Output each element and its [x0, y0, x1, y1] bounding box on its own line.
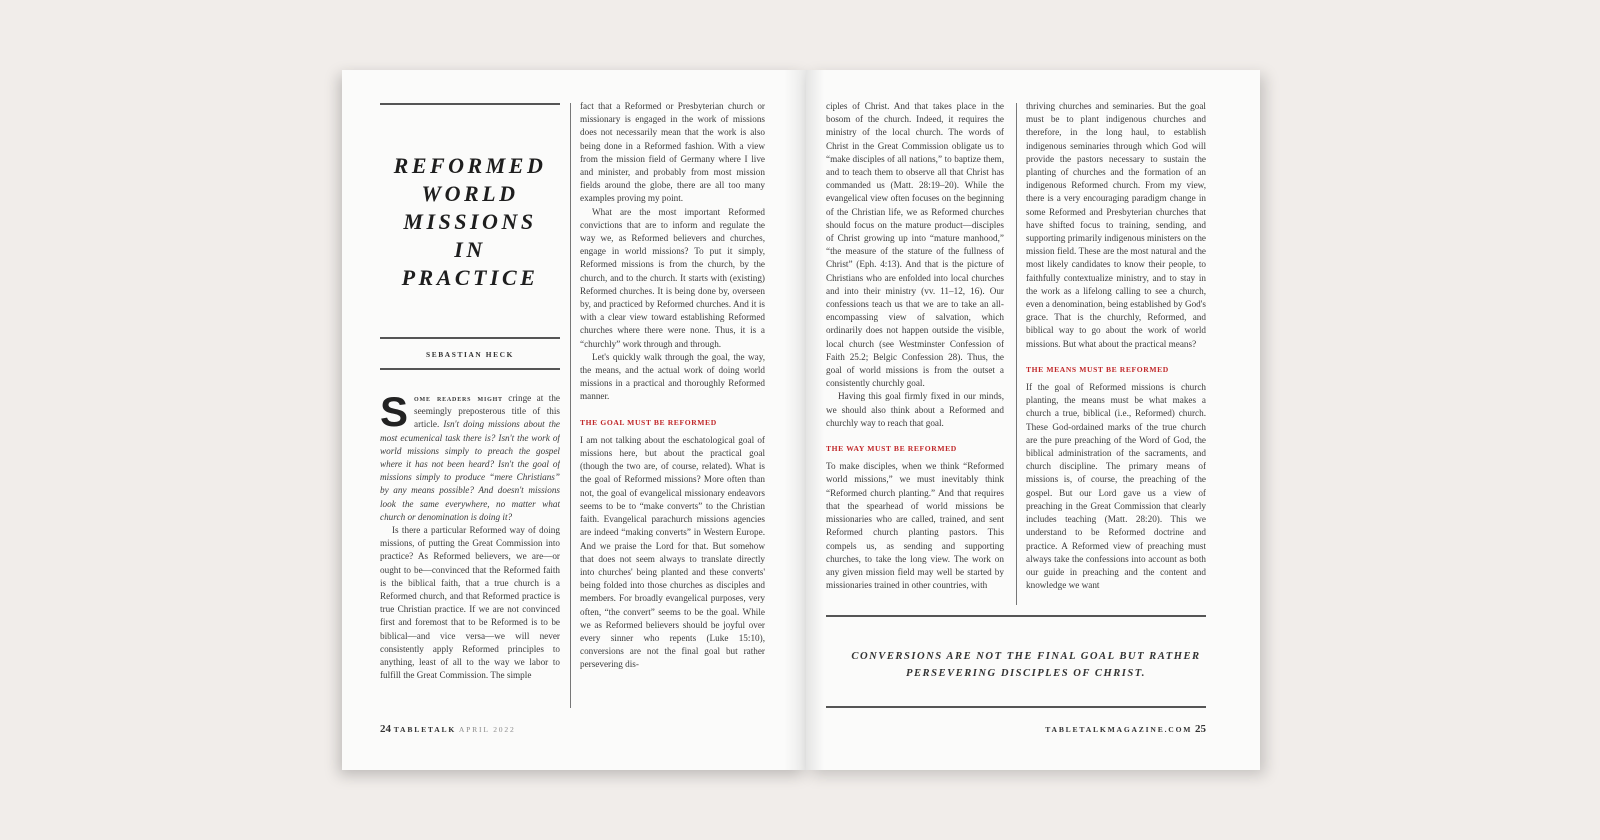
paragraph: To make disciples, when we think “Reformed world missions,” we must inevitably think “Reformed church planting.” And that requires that the spearhead of world missions be missionaries who are called, trained, and sent Reformed church planting pastors. This compels us, as sending and supporting churches, to take the long view. The work on any given mission field may well be started by missionaries trained in other countries, with: [826, 461, 1004, 591]
paragraph: Is there a particular Reformed way of doing missions, of putting the Great Commission into practice? As Reformed believers, we are—or ought to be—convinced that the Reformed faith is the biblical faith, that a true church is a Reformed church, and that Reformed practice is true Christian practice. If we are not convinced first and foremost that to be Reformed is to be biblical—and vice versa—we will never consistently apply Reformed principles to anything, least of all to the way we labor to fulfill the Great Commission. The simple: [380, 525, 560, 681]
left-column-2: [580, 100, 765, 712]
left-page: [342, 70, 806, 770]
right-column-2: [1026, 100, 1206, 608]
pull-quote-rule-bottom: [826, 706, 1206, 708]
left-column-1: [380, 392, 560, 710]
author-byline: SEBASTIAN HECK: [426, 350, 514, 359]
page-footer: [1045, 723, 1206, 735]
magazine-website: TABLETALKMAGAZINE.COM: [1045, 725, 1193, 734]
title-line: PRACTICE: [401, 265, 539, 290]
pull-quote-rule-top: [826, 615, 1206, 617]
paragraph: thriving churches and seminaries. But the goal must be to plant indigenous churches and therefore, in the long haul, to establish indigenous seminaries through which God will provide the pastors necessary to sustain the planting of churches and the formation of an indigenous Reformed church. From my view, there is a very encouraging paradigm change in some Reformed and Presbyterian churches that have shifted focus to training, sending, and supporting primarily indigenous ministers on the mission field. These are the most natural and the most likely candidates to know their people, to faithfully contextualize ministry, and to stay in the work as a lifelong calling to see a church, even a denomination, being established by God's grace. That is the churchly, Reformed, and biblical way to go about the work of world missions. But what about the practical means?: [1026, 101, 1206, 349]
paragraph: Having this goal firmly fixed in our minds, we should also think about a Reformed and churchly way to reach that goal.: [826, 391, 1004, 428]
title-line: REFORMED: [393, 153, 547, 178]
lead-in: ome readers might: [414, 393, 503, 403]
lead-text: cringe at the seemingly preposterous title of this article.: [414, 393, 560, 430]
title-line: MISSIONS: [403, 209, 537, 234]
paragraph: ciples of Christ. And that takes place in the bosom of the church. Indeed, it requires the ministry of the local church. The words of Christ in the Great Commission obligate us to “make disciples of all nations,” to baptize them, and to teach them to observe all that Christ has commanded us (Matt. 28:19–20). While the evangelical view often focuses on the beginning of the Christian life, we as Reformed churches should focus on the mature product—disciples of Christ growing up into “mature manhood,” “the measure of the stature of the fullness of Christ” (Eph. 4:13). And that is the picture of Christians who are enfolded into local churches and into their ministry (vv. 11–12, 16). Our confessions teach us that we are to take an all-encompassing view of salvation, which ordinarily does not happen outside the visible, local church (see Westminster Confession of Faith 25.2; Belgic Confession 28). Thus, the goal of world missions is from the outset a consistently churchly goal.: [826, 101, 1004, 389]
gutter-shadow: [784, 70, 806, 770]
magazine-name: TABLETALK: [393, 725, 457, 734]
pull-quote: CONVERSIONS ARE NOT THE FINAL GOAL BUT RATHER PERSEVERING DISCIPLES OF CHRIST.: [851, 651, 1201, 679]
title-line: IN: [454, 237, 486, 262]
page-number: 25: [1195, 723, 1206, 735]
section-heading: THE GOAL MUST BE REFORMED: [580, 417, 717, 427]
author-rule-top: [380, 337, 560, 339]
intro-paragraph: [380, 392, 560, 524]
column-divider: [1016, 103, 1017, 605]
section-heading: THE MEANS MUST BE REFORMED: [1026, 364, 1169, 374]
paragraph: What are the most important Reformed convictions that are to inform and regulate the way we, as Reformed believers and churches, engage in world missions? To put it simply, Reformed missions is from the church, by the church, and to the church. It starts with (existing) Reformed churches. It is being done by, overseen by, and practiced by Reformed churches. And it is with a clear view toward establishing Reformed churches where there were none. Thus, it is a “churchly” work through and through.: [580, 206, 765, 349]
paragraph: If the goal of Reformed missions is church planting, the means must be what makes a church a true, biblical (i.e., Reformed) church. These God-ordained marks of the true church are the pure preaching of the Word of God, the biblical administration of the sacraments, and church discipline. The primary means of missions is, of course, the preaching of the gospel. But our Lord gave us a view of preaching in the Great Commission that clearly includes teaching (Matt. 28:20). This we understand to be Reformed doctrine and practice. A Reformed view of preaching must always take the confessions into account as both our guide in preaching and the content and knowledge we want: [1026, 382, 1206, 591]
paragraph: I am not talking about the eschatological goal of missions here, but about the practical goal (though the two are, of course, related). What is the goal of Reformed missions? More often than not, the goal of evangelical missionary endeavors seems to be to “make converts” to the Christian faith. Evangelical parachurch missions agencies are indeed “making converts” in Western Europe. And we praise the Lord for that. But somehow that does not seem always to translate directly into churches' being planted and these converts' being folded into those churches as disciples and members. For broadly evangelical purposes, very often, “the convert” seems to be the goal. While we as Reformed believers should be joyful over every sinner who repents (Luke 15:10), conversions are not the final goal but rather persevering dis-: [580, 434, 765, 670]
paragraph: fact that a Reformed or Presbyterian church or missionary is engaged in the work of missions does not necessarily mean that the work is also being done in a Reformed fashion. With a view from the mission field of Germany where I live and minister, and probably from most mission fields around the globe, there are all too many examples proving my point.: [580, 101, 765, 204]
title-line: WORLD: [421, 181, 519, 206]
right-page: [806, 70, 1260, 770]
gutter-shadow: [806, 70, 824, 770]
page-footer: [380, 723, 516, 735]
page-number: 24: [380, 723, 391, 735]
drop-cap: S: [380, 392, 409, 435]
right-column-1: [826, 100, 1004, 608]
author-rule-bottom: [380, 368, 560, 370]
section-heading: THE WAY MUST BE REFORMED: [826, 444, 957, 454]
issue-date: APRIL 2022: [458, 725, 516, 734]
paragraph: Let's quickly walk through the goal, the way, the means, and the actual work of doing world missions in a practical and thoroughly Reformed manner.: [580, 351, 765, 402]
lead-italic: Isn't doing missions about the most ecumenical task there is? Isn't the work of world missions simply to preach the gospel where it has not been heard? Isn't the goal of missions simply to produce “mere Christians” by any means possible? And doesn't missions look the same everywhere, no matter what church or denomination is doing it?: [380, 419, 560, 522]
top-rule: [380, 103, 560, 105]
article-title: [380, 152, 560, 292]
column-divider: [570, 103, 571, 708]
